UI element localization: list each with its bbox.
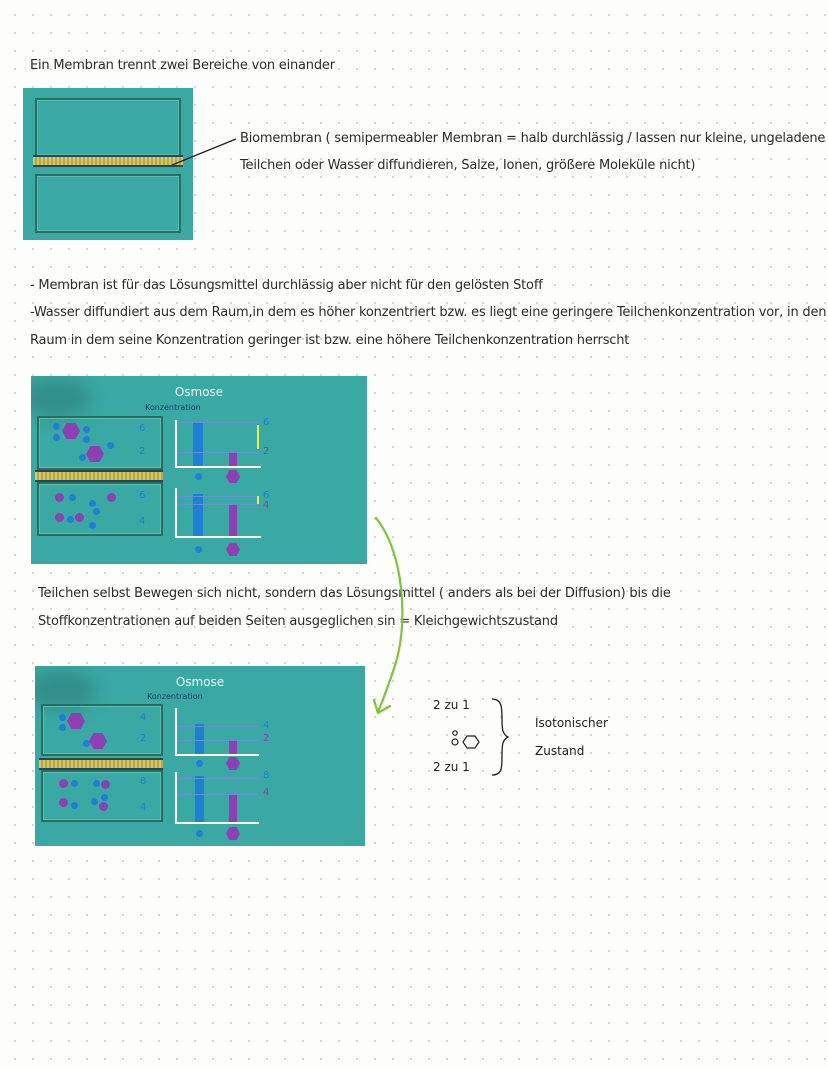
solute-particle [55, 513, 64, 522]
solute-bar [229, 794, 237, 822]
level-guide [177, 496, 259, 497]
membrane-note-line1: Biomembran ( semipermeabler Membran = halb durchlässig / lassen nur kleine, ungeladene [240, 131, 826, 146]
chart-axis-x [175, 754, 259, 756]
solute-particle [59, 779, 68, 788]
chart-axis-x [175, 822, 259, 824]
top-solute-count: 2 [140, 733, 147, 744]
level-guide [177, 726, 259, 727]
solvent-particle [83, 426, 90, 433]
solvent-particle [89, 522, 96, 529]
ratio-top: 2 zu 1 [433, 698, 470, 712]
osmosis-note-line2: -Wasser diffundiert aus dem Raum,in dem es höher konzentriert bzw. es liegt eine geringere Teilchenkonzentration vor, in den [30, 305, 827, 320]
level-guide [177, 504, 259, 505]
membrane-strip [35, 470, 163, 482]
chart-label: 6 [263, 490, 270, 501]
osmosis-diagram-2 [35, 666, 365, 846]
osmosis-diagram-1 [31, 376, 367, 564]
solvent-particle [69, 494, 76, 501]
explanation-line1: Teilchen selbst Bewegen sich nicht, sondern das Lösungsmittel ( anders als bei der Diffusion) bis die [38, 586, 671, 601]
solvent-bar [193, 422, 203, 466]
difference-marker [257, 496, 259, 504]
level-guide [177, 778, 259, 779]
bottom-solute-count: 4 [139, 516, 146, 527]
state-line1: Isotonischer [535, 716, 608, 730]
solvent-particle [71, 802, 78, 809]
solvent-solute-icon [449, 728, 483, 750]
solvent-particle [101, 794, 108, 801]
explanation-line2: Stoffkonzentrationen auf beiden Seiten ausgeglichen sin = Kleichgewichtszustand [38, 614, 558, 629]
chart-axis-y [175, 708, 177, 756]
solvent-particle [83, 740, 90, 747]
solute-bar [229, 452, 237, 466]
solute-particle [59, 798, 68, 807]
chart-label: 4 [263, 720, 270, 731]
membrane-strip [39, 758, 163, 770]
solvent-particle [53, 434, 60, 441]
solvent-symbol [195, 473, 202, 480]
chart-label: 4 [263, 787, 270, 798]
level-guide [177, 422, 259, 423]
solvent-particle [93, 508, 100, 515]
diagram-title: Osmose [175, 675, 225, 689]
solute-symbol [226, 827, 240, 840]
bottom-solvent-count: 6 [139, 490, 146, 501]
chart-axis-y [175, 772, 177, 824]
solvent-symbol [195, 546, 202, 553]
solvent-symbol [196, 830, 203, 837]
solvent-particle [107, 442, 114, 449]
axis-label: Konzentration [145, 403, 201, 412]
solute-particle [101, 780, 110, 789]
page-heading: Ein Membran trennt zwei Bereiche von einander [30, 58, 335, 73]
solvent-symbol [196, 760, 203, 767]
solute-particle [99, 802, 108, 811]
chart-axis-x [175, 536, 261, 538]
solvent-bar [193, 494, 203, 536]
solvent-particle [79, 454, 86, 461]
solvent-particle [53, 423, 60, 430]
chart-label: 6 [263, 417, 270, 428]
top-solvent-count: 4 [140, 712, 147, 723]
chart-label: 8 [263, 770, 270, 781]
solvent-particle [59, 714, 66, 721]
upper-compartment [35, 98, 181, 157]
lower-compartment [35, 174, 181, 233]
state-line2: Zustand [535, 744, 585, 758]
top-solute-count: 2 [139, 446, 146, 457]
chart-label: 2 [263, 733, 270, 744]
transition-arrow-icon [360, 512, 420, 722]
top-solvent-count: 6 [139, 423, 146, 434]
solvent-particle [93, 780, 100, 787]
diagram-title: Osmose [174, 385, 224, 399]
chart-label: 2 [263, 446, 270, 457]
solvent-particle [91, 798, 98, 805]
solvent-particle [67, 516, 74, 523]
level-guide [177, 740, 259, 741]
bottom-solute-count: 4 [140, 802, 147, 813]
solvent-bar [195, 724, 204, 754]
bottom-solvent-count: 8 [140, 776, 147, 787]
solvent-bar [195, 776, 204, 822]
solvent-particle [83, 436, 90, 443]
solute-particle [55, 493, 64, 502]
solvent-particle [71, 780, 78, 787]
level-guide [177, 452, 259, 453]
ratio-bottom: 2 zu 1 [433, 760, 470, 774]
axis-label: Konzentration [147, 692, 203, 701]
level-guide [177, 794, 259, 795]
solute-particle [75, 513, 84, 522]
solvent-particle [59, 724, 66, 731]
osmosis-note-line3: Raum in dem seine Konzentration geringer ist bzw. eine höhere Teilchenkonzentration herrscht [30, 333, 630, 348]
solute-bar [229, 504, 237, 536]
solute-particle [107, 493, 116, 502]
solute-bar [229, 740, 237, 754]
membrane-strip [33, 155, 183, 167]
chart-axis-y [175, 420, 177, 468]
difference-marker [257, 425, 259, 449]
chart-axis-x [175, 466, 261, 468]
chart-label: 4 [263, 500, 270, 511]
curly-brace-icon [488, 696, 512, 778]
solute-symbol [226, 757, 240, 770]
solvent-particle [89, 500, 96, 507]
solute-symbol [226, 543, 240, 556]
pointer-line [170, 135, 240, 170]
osmosis-note-line1: - Membran ist für das Lösungsmittel durchlässig aber nicht für den gelösten Stoff [30, 278, 543, 293]
membrane-illustration [23, 88, 193, 240]
solute-symbol [226, 470, 240, 483]
membrane-note-line2: Teilchen oder Wasser diffundieren, Salze, Ionen, größere Moleküle nicht) [240, 158, 696, 173]
